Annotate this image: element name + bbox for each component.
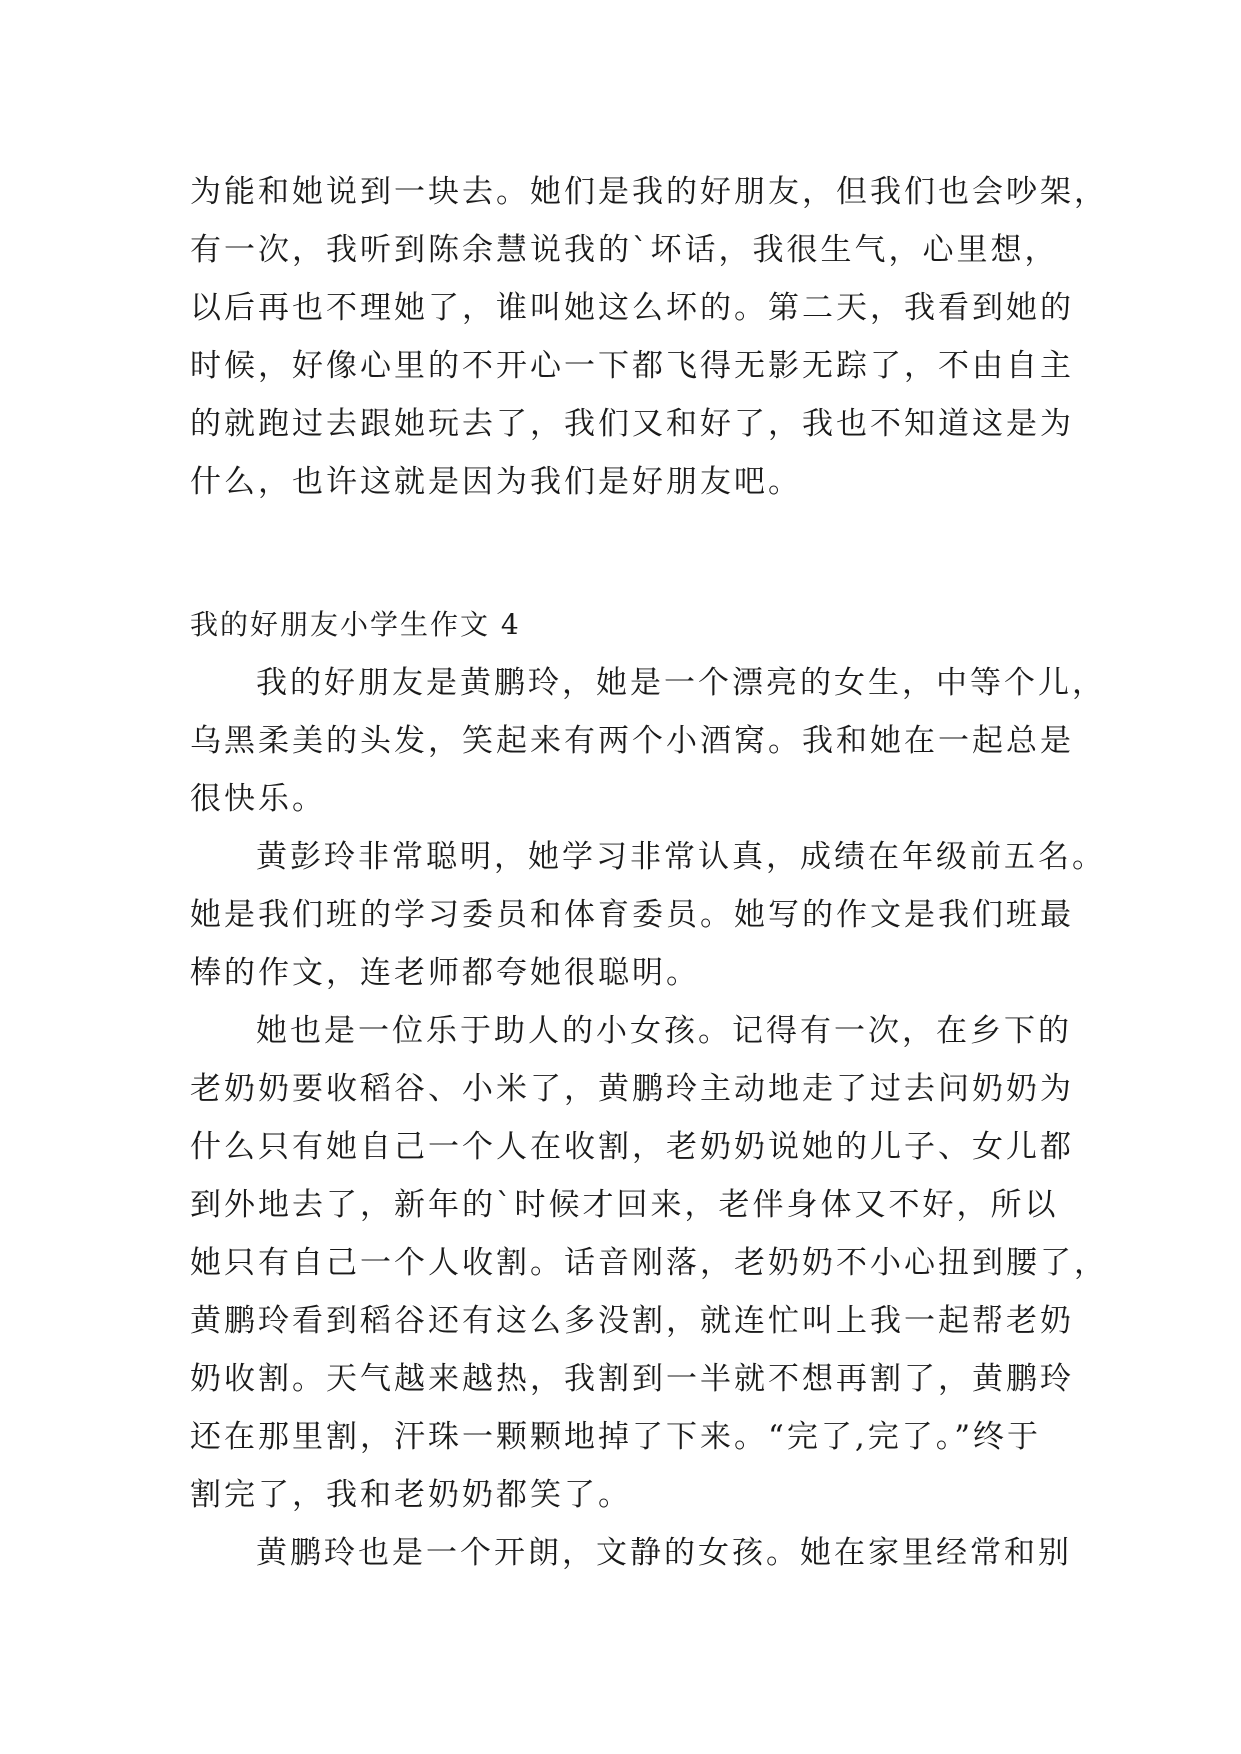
paragraph-2 (190, 828, 1106, 1002)
text-line: 的就跑过去跟她玩去了，我们又和好了，我也不知道这是为 (190, 406, 1074, 442)
text-line: 还在那里割，汗珠一颗颗地掉了下来。“完了,完了。”终于 (190, 1419, 1042, 1455)
section-spacer (190, 511, 1050, 596)
section-title: 我的好朋友小学生作文 4 (190, 608, 521, 641)
text-line: 她只有自己一个人收割。话音刚落，老奶奶不小心扭到腰了， (190, 1245, 1108, 1281)
text-line: 什么，也许这就是因为我们是好朋友吧。 (190, 464, 802, 500)
text-line: 我的好朋友是黄鹏玲，她是一个漂亮的女生，中等个儿， (256, 665, 1106, 701)
text-line: 乌黑柔美的头发，笑起来有两个小酒窝。我和她在一起总是 (190, 723, 1074, 759)
paragraph-3 (190, 1002, 1108, 1524)
paragraph-1 (190, 654, 1106, 828)
paragraph-4 (190, 1524, 1072, 1582)
text-line: 老奶奶要收稻谷、小米了，黄鹏玲主动地走了过去问奶奶为 (190, 1071, 1074, 1107)
text-line: 割完了，我和老奶奶都笑了。 (190, 1477, 632, 1513)
text-line: 很快乐。 (190, 781, 326, 817)
text-line: 有一次，我听到陈余慧说我的`坏话，我很生气，心里想， (190, 232, 1059, 268)
text-line: 为能和她说到一块去。她们是我的好朋友，但我们也会吵架， (190, 174, 1108, 210)
document-body (190, 163, 1108, 1582)
text-line: 黄彭玲非常聪明，她学习非常认真，成绩在年级前五名。 (256, 839, 1106, 875)
text-line: 以后再也不理她了，谁叫她这么坏的。第二天，我看到她的 (190, 290, 1074, 326)
text-line: 她是我们班的学习委员和体育委员。她写的作文是我们班最 (190, 897, 1074, 933)
text-line: 到外地去了，新年的`时候才回来，老伴身体又不好，所以 (190, 1187, 1059, 1223)
text-line: 黄鹏玲看到稻谷还有这么多没割，就连忙叫上我一起帮老奶 (190, 1303, 1074, 1339)
text-line: 黄鹏玲也是一个开朗，文静的女孩。她在家里经常和别 (256, 1535, 1072, 1571)
text-line: 什么只有她自己一个人在收割，老奶奶说她的儿子、女儿都 (190, 1129, 1074, 1165)
text-line: 时候，好像心里的不开心一下都飞得无影无踪了，不由自主 (190, 348, 1074, 384)
text-line: 棒的作文，连老师都夸她很聪明。 (190, 955, 700, 991)
continued-paragraph (190, 163, 1108, 511)
text-line: 她也是一位乐于助人的小女孩。记得有一次，在乡下的 (256, 1013, 1072, 1049)
text-line: 奶收割。天气越来越热，我割到一半就不想再割了，黄鹏玲 (190, 1361, 1074, 1397)
